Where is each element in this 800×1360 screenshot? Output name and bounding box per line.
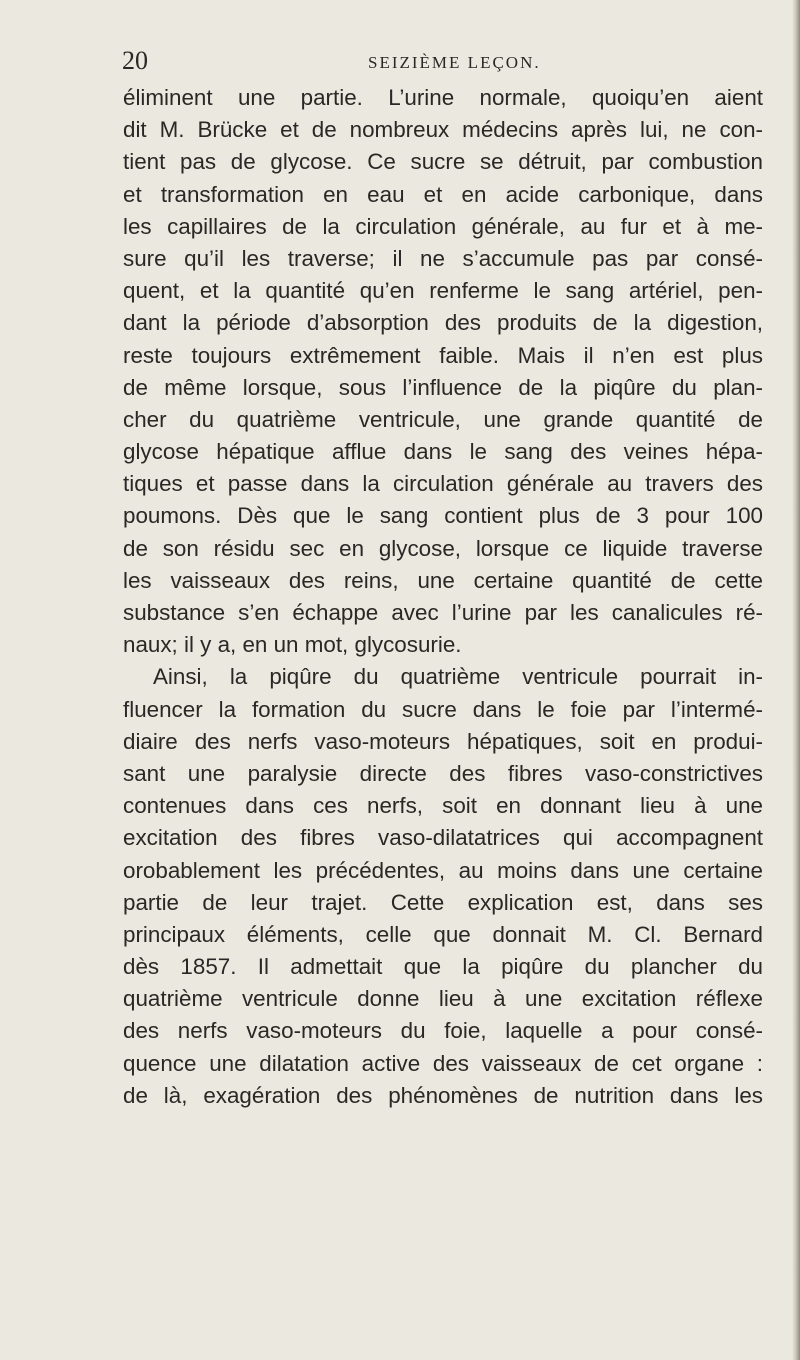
text-line: tiques et passe dans la circulation générale au travers des (123, 471, 763, 497)
text-line: naux; il y a, en un mot, glycosurie. (123, 632, 462, 658)
text-line: orobablement les précédentes, au moins dans une certaine (123, 857, 763, 883)
text-line: poumons. Dès que le sang contient plus de 3 pour 100 (123, 503, 763, 529)
body-text (123, 82, 763, 1112)
text-line: substance s’en échappe avec l’urine par les canalicules ré- (123, 600, 763, 625)
text-line: quent, et la quantité qu’en renferme le sang artériel, pen- (123, 278, 763, 304)
text-line: fluencer la formation du sucre dans le foie par l’intermé- (123, 696, 763, 722)
text-line: dant la période d’absorption des produits de la digestion, (123, 310, 763, 336)
page-number: 20 (122, 46, 148, 75)
text-line: partie de leur trajet. Cette explication est, dans ses (123, 889, 763, 915)
text-line: dit M. Brücke et de nombreux médecins après lui, ne con- (123, 117, 763, 143)
text-line: dès 1857. Il admettait que la piqûre du plancher du (123, 954, 763, 980)
text-line: reste toujours extrêmement faible. Mais il n’en est plus (123, 342, 763, 368)
text-line: et transformation en eau et en acide carbonique, dans (123, 181, 763, 207)
text-line: contenues dans ces nerfs, soit en donnant lieu à une (123, 793, 763, 819)
text-line: principaux éléments, celle que donnait M. Cl. Bernard (123, 921, 763, 947)
text-line: de son résidu sec en glycose, lorsque ce liquide traverse (123, 535, 763, 561)
text-line: cher du quatrième ventricule, une grande quantité de (123, 406, 763, 432)
text-line: excitation des fibres vaso-dilatatrices qui accompagnent (123, 825, 763, 851)
text-line: quence une dilatation active des vaisseaux de cet organe : (123, 1050, 763, 1076)
text-line: de là, exagération des phénomènes de nutrition dans les (123, 1082, 763, 1108)
page-edge-shadow (792, 0, 800, 1360)
text-line: éliminent une partie. L’urine normale, quoiqu’en aient (123, 85, 763, 110)
text-line: les capillaires de la circulation générale, au fur et à me- (123, 213, 763, 239)
text-line: les vaisseaux des reins, une certaine quantité de cette (123, 567, 763, 593)
text-line: Ainsi, la piqûre du quatrième ventricule pourrait in- (153, 664, 763, 690)
running-head: SEIZIÈME LEÇON. (368, 53, 541, 72)
text-line: tient pas de glycose. Ce sucre se détruit, par combustion (123, 149, 763, 175)
page-header (122, 44, 762, 78)
text-line: quatrième ventricule donne lieu à une excitation réflexe (123, 986, 763, 1012)
text-line: sure qu’il les traverse; il ne s’accumule pas par consé- (123, 245, 763, 271)
text-line: glycose hépatique afflue dans le sang des veines hépa- (123, 439, 763, 465)
text-line: sant une paralysie directe des fibres vaso-constrictives (123, 760, 763, 786)
text-line: des nerfs vaso-moteurs du foie, laquelle a pour consé- (123, 1018, 763, 1044)
text-line: diaire des nerfs vaso-moteurs hépatiques, soit en produi- (123, 728, 763, 754)
text-line: de même lorsque, sous l’influence de la piqûre du plan- (123, 374, 763, 400)
